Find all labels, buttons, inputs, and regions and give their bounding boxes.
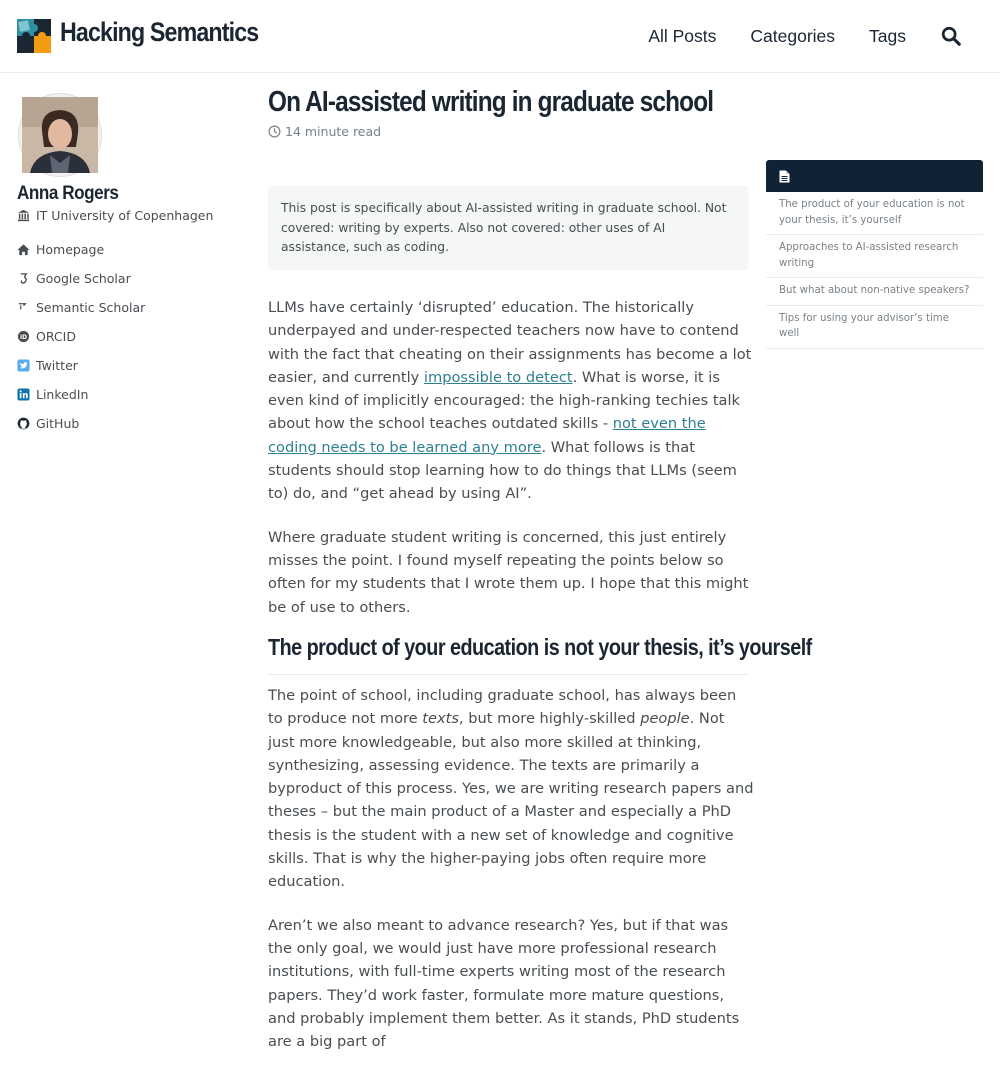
toc-item[interactable]: Approaches to AI-assisted research writing xyxy=(766,235,983,278)
section-content xyxy=(268,684,754,1073)
github-icon xyxy=(17,417,30,430)
twitter-icon xyxy=(17,359,30,372)
author-link-github[interactable] xyxy=(17,409,237,438)
post-notice: This post is specifically about AI-assisted writing in graduate school. Not covered: writing by experts. Also not covered: other uses of AI assistance, such as coding. xyxy=(268,186,749,270)
author-link-label: Homepage xyxy=(36,242,105,257)
text-run: The point of school, including graduate school, has always been to produce not more xyxy=(268,687,737,728)
author-link-label: Twitter xyxy=(36,358,78,373)
document-icon xyxy=(779,170,790,183)
author-link-twitter[interactable] xyxy=(17,351,237,380)
linkedin-icon xyxy=(17,388,30,401)
nav-categories[interactable]: Categories xyxy=(750,25,836,46)
home-icon xyxy=(17,243,30,256)
text-run: LLMs have certainly ‘disrupted’ education. The historically underpayed and under-respected teachers now have to contend with the fact that cheating on their assignments has become a lot easier, and currently xyxy=(268,299,752,386)
text-run: , but more highly-skilled xyxy=(458,710,641,728)
orcid-icon xyxy=(17,330,30,343)
toc-item[interactable]: Tips for using your advisor’s time well xyxy=(766,306,983,349)
emphasis: people xyxy=(640,710,690,728)
read-time xyxy=(268,124,381,139)
section-heading xyxy=(268,634,812,675)
text-run: . What is worse, it is even kind of implicitly encouraged: the high-ranking techies talk about how the school teaches outdated skills - xyxy=(268,368,740,433)
nav-all-posts[interactable]: All Posts xyxy=(648,25,717,46)
link-coding-not-needed[interactable]: not even the coding needs to be learned any more xyxy=(268,415,706,456)
toc-header xyxy=(766,160,983,192)
google-scholar-icon xyxy=(17,272,30,285)
page-title: On AI-assisted writing in graduate school xyxy=(268,86,714,118)
text-run: . What follows is that students should stop learning how to do things that LLMs (seem to) do, and “get ahead by using AI”. xyxy=(268,438,737,503)
clock-icon xyxy=(268,125,281,138)
emphasis: texts xyxy=(422,710,459,728)
avatar xyxy=(18,93,102,177)
section-heading-text: The product of your education is not your thesis, it’s yourself xyxy=(268,634,812,660)
author-link-homepage[interactable] xyxy=(17,235,237,264)
post-content xyxy=(268,296,754,639)
read-time-text: 14 minute read xyxy=(285,124,382,139)
author-location-text: IT University of Copenhagen xyxy=(36,208,214,223)
author-link-orcid[interactable] xyxy=(17,322,237,351)
text-run: . Not just more knowledgeable, but also more skilled at thinking, synthesizing, assessing evidence. The texts are primarily a byproduct of this process. Yes, we are writing research papers and theses – but the main product of a Master and especially a PhD thesis is the student with a new set of knowledge and cognitive skills. That is why the higher-paying jobs often require more education. xyxy=(268,710,754,891)
site-logo-icon[interactable] xyxy=(17,19,51,53)
author-link-label: GitHub xyxy=(36,416,80,431)
author-link-linkedin[interactable] xyxy=(17,380,237,409)
svg-text:iD: iD xyxy=(19,333,28,341)
toc-item[interactable]: But what about non-native speakers? xyxy=(766,278,983,306)
semantic-scholar-icon xyxy=(17,301,30,314)
paragraph xyxy=(268,296,754,506)
author-link-label: LinkedIn xyxy=(36,387,89,402)
author-link-label: Semantic Scholar xyxy=(36,300,146,315)
site-title[interactable]: Hacking Semantics xyxy=(60,17,259,47)
institution-icon xyxy=(17,209,30,222)
author-link-semantic-scholar[interactable] xyxy=(17,293,237,322)
paragraph xyxy=(268,684,754,894)
author-link-label: Google Scholar xyxy=(36,271,131,286)
author-location xyxy=(17,208,237,223)
paragraph: Where graduate student writing is concerned, this just entirely misses the point. I found myself repeating the points below so often for my students that I wrote them up. I hope that this might be of use to others. xyxy=(268,528,749,616)
paragraph: Aren’t we also meant to advance research? Yes, but if that was the only goal, we would just have more professional research institutions, with full-time experts writing most of the research papers. They’d work faster, formulate more mature questions, and probably implement them better. As it stands, PhD students are a big part of xyxy=(268,916,740,1051)
author-sidebar xyxy=(17,93,237,438)
masthead xyxy=(0,0,1000,73)
author-link-google-scholar[interactable] xyxy=(17,264,237,293)
toc-item[interactable]: The product of your education is not your thesis, it’s yourself xyxy=(766,192,983,235)
author-links xyxy=(17,235,237,438)
main-nav xyxy=(648,0,1000,72)
search-icon[interactable] xyxy=(940,25,962,47)
author-name: Anna Rogers xyxy=(17,183,119,204)
nav-tags[interactable]: Tags xyxy=(869,25,906,46)
author-link-label: ORCID xyxy=(36,329,76,344)
link-impossible-to-detect[interactable]: impossible to detect xyxy=(423,368,573,386)
table-of-contents xyxy=(766,160,983,349)
